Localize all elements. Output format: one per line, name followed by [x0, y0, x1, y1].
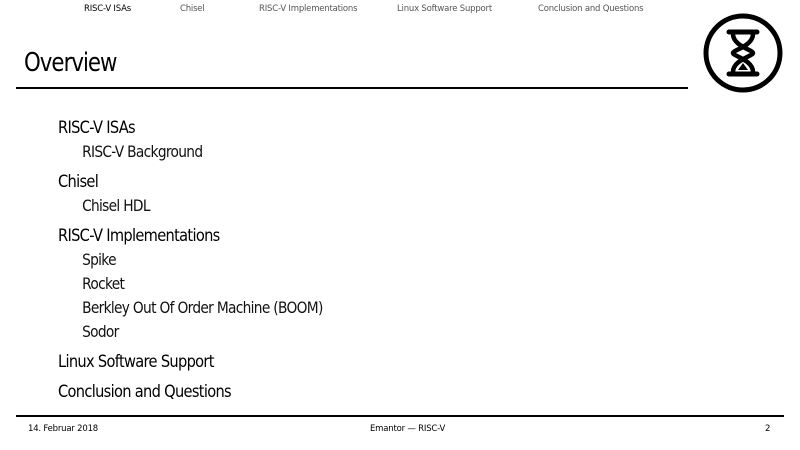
title-underline [16, 87, 688, 89]
toc-subsection-rocket[interactable]: Rocket [82, 274, 125, 293]
toc-section-risc-v-isas[interactable]: RISC-V ISAs [58, 118, 135, 138]
toc-subsection-sodor[interactable]: Sodor [82, 322, 119, 341]
toc-section-chisel[interactable]: Chisel [58, 172, 99, 192]
slide-title: Overview [24, 48, 117, 78]
nav-item-risc-v-isas[interactable]: RISC-V ISAs [84, 4, 131, 14]
toc-subsection-boom[interactable]: Berkley Out Of Order Machine (BOOM) [82, 298, 323, 317]
toc-subsection-spike[interactable]: Spike [82, 250, 116, 269]
toc-section-linux-software-support[interactable]: Linux Software Support [58, 352, 214, 372]
section-navigation [0, 4, 800, 18]
nav-item-chisel[interactable]: Chisel [180, 4, 205, 14]
footer-author-title: Emantor — RISC-V [370, 424, 446, 434]
footer-date: 14. Februar 2018 [28, 424, 98, 434]
toc-section-risc-v-implementations[interactable]: RISC-V Implementations [58, 226, 220, 246]
nav-item-conclusion-and-questions[interactable]: Conclusion and Questions [538, 4, 644, 14]
nav-item-risc-v-implementations[interactable]: RISC-V Implementations [259, 4, 358, 14]
nav-item-linux-software-support[interactable]: Linux Software Support [397, 4, 492, 14]
toc-subsection-risc-v-background[interactable]: RISC-V Background [82, 142, 203, 161]
toc-section-conclusion-and-questions[interactable]: Conclusion and Questions [58, 382, 231, 402]
hourglass-logo-icon [702, 12, 784, 94]
footer-page-number: 2 [765, 424, 771, 434]
table-of-contents [58, 116, 366, 404]
toc-subsection-chisel-hdl[interactable]: Chisel HDL [82, 196, 150, 215]
footer-rule [16, 415, 784, 417]
